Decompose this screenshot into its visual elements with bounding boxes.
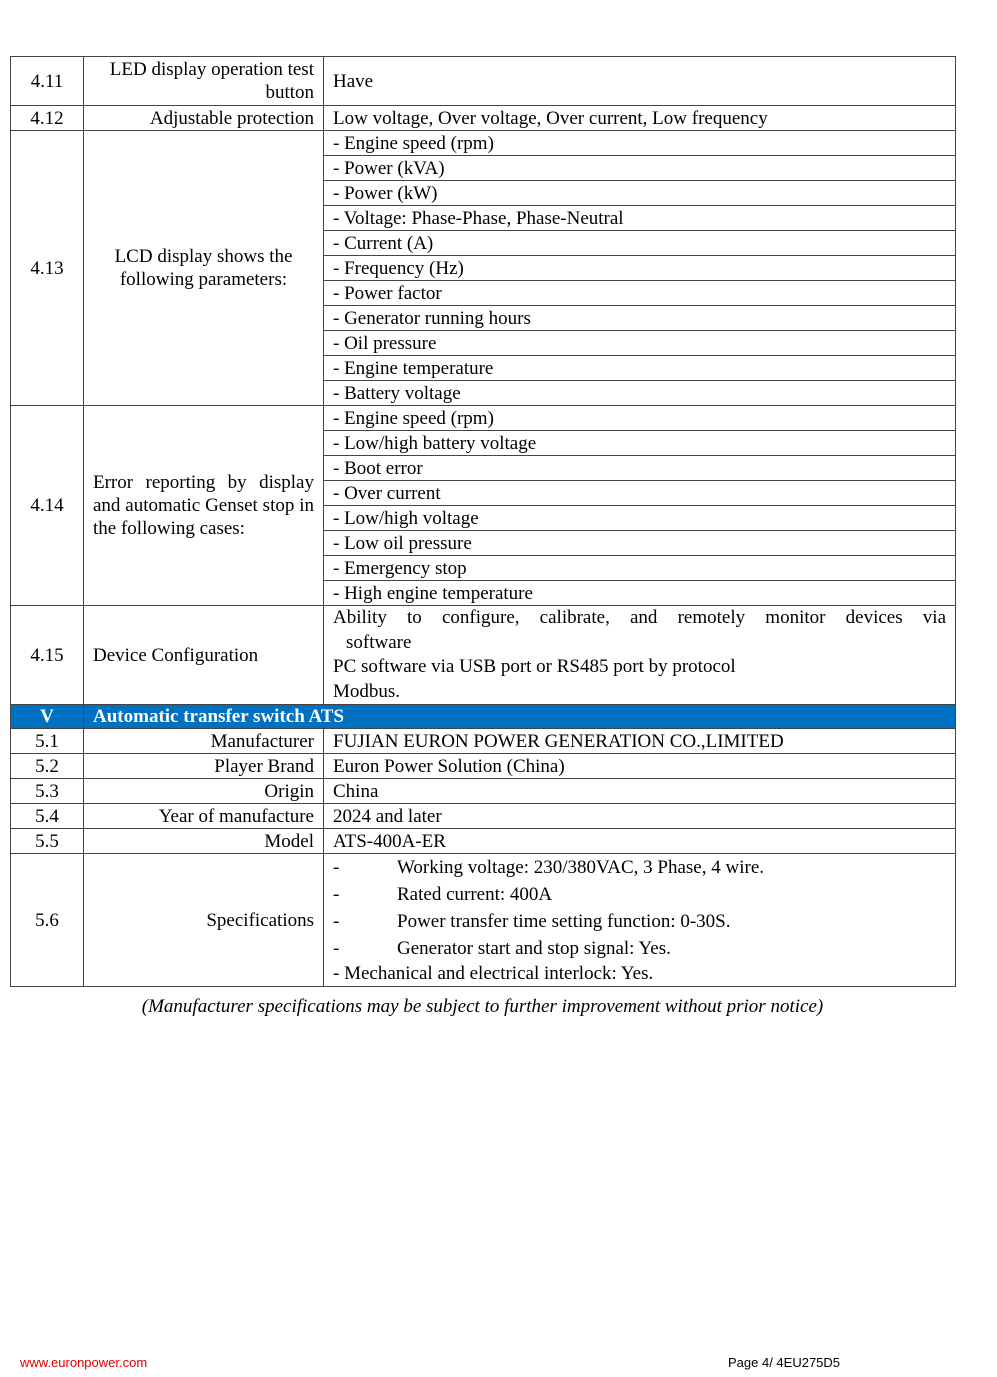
list-item: - Power (kW) (324, 181, 956, 206)
row-label: Error reporting by display and automatic Genset stop in the following cases: (84, 406, 324, 606)
row-label: Specifications (84, 854, 324, 987)
spec-line (333, 908, 946, 935)
row-4-11 (11, 57, 956, 106)
spec-line (333, 935, 946, 962)
config-line: software (346, 631, 412, 653)
website-link[interactable]: www.euronpower.com (20, 1355, 148, 1370)
row-number: 5.3 (11, 779, 84, 804)
table-row (11, 804, 956, 829)
row-number: 5.2 (11, 754, 84, 779)
row-4-13 (11, 131, 956, 156)
list-item: - Frequency (Hz) (324, 256, 956, 281)
table-row (11, 729, 956, 754)
list-item: - Low/high battery voltage (324, 431, 956, 456)
row-number: 4.11 (11, 57, 84, 106)
list-item: - Generator running hours (324, 306, 956, 331)
list-item: - Over current (324, 481, 956, 506)
row-label: LED display operation test button (84, 57, 324, 106)
table-row (11, 754, 956, 779)
spec-text: Working voltage: 230/380VAC, 3 Phase, 4 wire. (397, 857, 765, 878)
section-number: V (11, 705, 84, 729)
spec-line (333, 881, 946, 908)
row-label: Player Brand (84, 754, 324, 779)
row-number: 5.1 (11, 729, 84, 754)
list-item: - Engine speed (rpm) (324, 131, 956, 156)
list-item: - Low/high voltage (324, 506, 956, 531)
table-row (11, 779, 956, 804)
list-item: - Low oil pressure (324, 531, 956, 556)
row-4-14 (11, 406, 956, 431)
row-value: Euron Power Solution (China) (324, 754, 956, 779)
list-item: - Battery voltage (324, 381, 956, 406)
row-number: 4.12 (11, 106, 84, 131)
row-number: 5.4 (11, 804, 84, 829)
row-number: 5.5 (11, 829, 84, 854)
list-item: - Boot error (324, 456, 956, 481)
list-item: - High engine temperature (324, 581, 956, 606)
row-label: Model (84, 829, 324, 854)
bullet-dash: - (333, 911, 340, 932)
list-item: - Emergency stop (324, 556, 956, 581)
row-value (324, 854, 956, 987)
row-value: ATS-400A-ER (324, 829, 956, 854)
row-value: 2024 and later (324, 804, 956, 829)
row-number: 4.13 (11, 131, 84, 406)
config-line: PC software via USB port or RS485 port by protocol (333, 656, 736, 677)
row-label: Adjustable protection (84, 106, 324, 131)
table-row (11, 829, 956, 854)
row-4-12 (11, 106, 956, 131)
bullet-dash: - (333, 857, 340, 878)
row-label: Manufacturer (84, 729, 324, 754)
section-title: Automatic transfer switch ATS (84, 705, 956, 729)
row-value: China (324, 779, 956, 804)
list-item: - Oil pressure (324, 331, 956, 356)
spec-line: - Mechanical and electrical interlock: Yes. (333, 963, 654, 984)
disclaimer-note: (Manufacturer specifications may be subject to further improvement without prior notice) (141, 996, 824, 1017)
list-item: - Power (kVA) (324, 156, 956, 181)
spec-text: Generator start and stop signal: Yes. (397, 938, 671, 959)
row-value: Have (324, 57, 956, 106)
list-item: - Power factor (324, 281, 956, 306)
row-4-15 (11, 606, 956, 705)
spec-table (10, 56, 956, 987)
spec-text: Rated current: 400A (397, 884, 553, 905)
row-5-6 (11, 854, 956, 987)
page-number: Page 4/ 4EU275D5 (728, 1355, 841, 1370)
list-item: - Voltage: Phase-Phase, Phase-Neutral (324, 206, 956, 231)
spec-text: Power transfer time setting function: 0-30S. (397, 911, 731, 932)
config-line: Ability to configure, calibrate, and remotely monitor devices via (333, 607, 946, 628)
bullet-dash: - (333, 938, 340, 959)
bullet-dash: - (333, 884, 340, 905)
row-number: 4.14 (11, 406, 84, 606)
row-value: Low voltage, Over voltage, Over current, Low frequency (324, 106, 956, 131)
list-item: - Engine speed (rpm) (324, 406, 956, 431)
row-number: 5.6 (11, 854, 84, 987)
row-label: Year of manufacture (84, 804, 324, 829)
row-label: Device Configuration (84, 606, 324, 705)
spec-line (333, 854, 946, 881)
row-value: FUJIAN EURON POWER GENERATION CO.,LIMITED (324, 729, 956, 754)
row-number: 4.15 (11, 606, 84, 705)
list-item: - Engine temperature (324, 356, 956, 381)
config-line: Modbus. (333, 680, 401, 702)
row-value (324, 606, 956, 705)
row-label: Origin (84, 779, 324, 804)
list-item: - Current (A) (324, 231, 956, 256)
section-header (11, 705, 956, 729)
row-label: LCD display shows the following parameters: (84, 131, 324, 406)
